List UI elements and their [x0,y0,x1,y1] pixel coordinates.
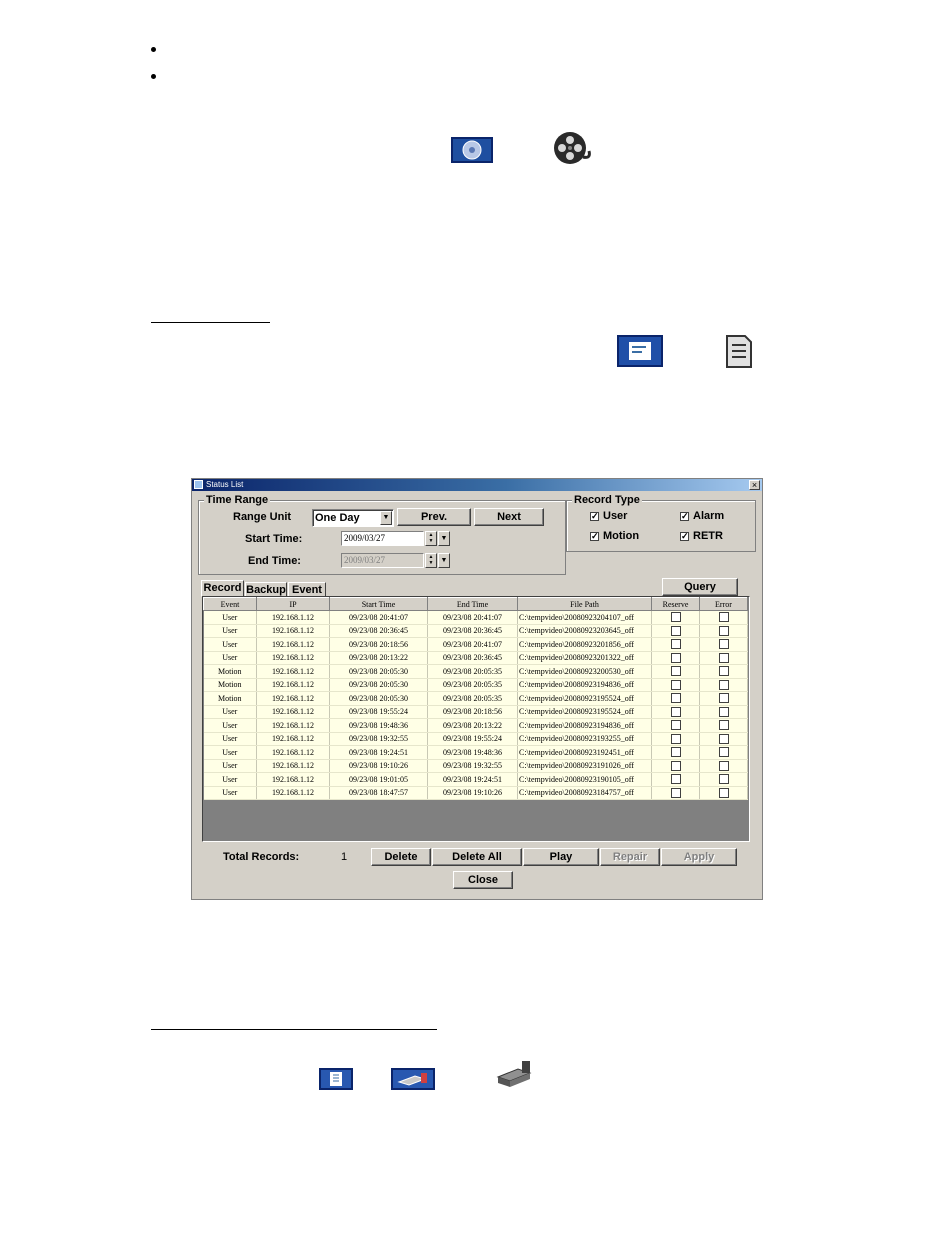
title-bar [192,479,762,491]
table-cell: 09/23/08 20:13:22 [428,719,518,733]
record-table [203,597,748,800]
bullet-2 [151,74,156,79]
table-row[interactable] [204,651,748,665]
table-cell: C:\tempvideo\20080923201856_off [518,638,652,652]
reserve-checkbox[interactable] [671,653,681,663]
table-cell: C:\tempvideo\20080923203645_off [518,624,652,638]
alarm-checkbox-label: Alarm [693,510,725,522]
table-cell: 192.168.1.12 [257,665,330,679]
close-icon[interactable]: × [749,480,760,490]
error-checkbox[interactable] [719,707,729,717]
table-cell: 09/23/08 20:36:45 [428,624,518,638]
table-cell: C:\tempvideo\20080923195524_off [518,692,652,706]
table-cell: C:\tempvideo\20080923201322_off [518,651,652,665]
table-body [204,611,748,800]
close-button[interactable]: Close [453,871,513,889]
table-cell: User [204,719,257,733]
table-cell: 09/23/08 19:55:24 [330,705,428,719]
table-cell: 09/23/08 19:01:05 [330,773,428,787]
error-checkbox[interactable] [719,653,729,663]
column-header-reserve[interactable]: Reserve [652,598,700,611]
table-row[interactable] [204,705,748,719]
end-time-spinner: ▲ ▼ [425,553,437,568]
motion-checkbox[interactable]: ✓ [591,531,599,541]
table-cell [700,665,748,679]
table-cell: 09/23/08 20:41:07 [330,611,428,625]
table-cell [700,705,748,719]
end-time-value: 2009/03/27 [341,553,424,568]
table-cell [700,746,748,760]
table-cell [652,665,700,679]
table-cell: 192.168.1.12 [257,651,330,665]
tab-backup[interactable]: Backup [246,584,286,596]
chevron-down-icon[interactable]: ▼ [380,511,392,525]
reserve-checkbox[interactable] [671,734,681,744]
error-checkbox[interactable] [719,639,729,649]
table-cell: User [204,624,257,638]
table-cell: 192.168.1.12 [257,786,330,800]
repair-button: Repair [600,848,660,866]
document-icon [724,335,754,369]
start-time-field[interactable] [341,531,451,546]
table-cell: 09/23/08 20:36:45 [428,651,518,665]
table-cell: 09/23/08 19:24:51 [330,746,428,760]
reserve-checkbox[interactable] [671,707,681,717]
total-records-label: Total Records: [223,851,300,863]
error-checkbox[interactable] [719,666,729,676]
table-cell: 192.168.1.12 [257,732,330,746]
table-cell [652,786,700,800]
table-cell: 192.168.1.12 [257,678,330,692]
film-reel-icon [553,131,593,165]
table-cell: User [204,638,257,652]
table-cell [652,732,700,746]
table-cell: 09/23/08 20:05:35 [428,665,518,679]
tab-record[interactable]: Record [201,580,244,597]
table-cell: Motion [204,665,257,679]
record-list[interactable] [202,596,750,842]
table-cell: 09/23/08 20:18:56 [330,638,428,652]
table-cell: C:\tempvideo\20080923192451_off [518,746,652,760]
section-underline-1 [151,322,270,323]
table-cell: 192.168.1.12 [257,692,330,706]
table-cell [700,624,748,638]
table-cell: 09/23/08 20:41:07 [428,611,518,625]
table-row[interactable] [204,786,748,800]
table-cell [700,678,748,692]
table-row[interactable] [204,678,748,692]
table-cell: 09/23/08 19:10:26 [330,759,428,773]
end-time-dropdown-icon: ▼ [438,553,450,568]
table-cell [700,786,748,800]
table-row[interactable] [204,624,748,638]
reserve-checkbox[interactable] [671,747,681,757]
error-checkbox[interactable] [719,734,729,744]
table-row[interactable] [204,611,748,625]
table-cell: C:\tempvideo\20080923193255_off [518,732,652,746]
table-cell [700,773,748,787]
table-cell: User [204,651,257,665]
status-list-icon-blue [617,335,663,367]
record-type-group [566,494,756,552]
table-cell: User [204,705,257,719]
table-cell [700,651,748,665]
end-time-field [341,553,451,568]
query-button[interactable]: Query [662,578,738,596]
retr-checkbox[interactable]: ✓ [681,531,689,541]
table-cell: 09/23/08 20:05:35 [428,692,518,706]
address-book-icon-blue [319,1068,353,1090]
table-cell [652,773,700,787]
range-unit-label: Range Unit [233,511,292,523]
start-time-value[interactable]: 2009/03/27 [341,531,424,546]
app-icon [194,480,203,489]
table-cell [652,746,700,760]
table-cell: 192.168.1.12 [257,773,330,787]
table-cell [652,705,700,719]
delete-button[interactable]: Delete [371,848,431,866]
bullet-1 [151,47,156,52]
table-cell: 192.168.1.12 [257,611,330,625]
table-cell [700,732,748,746]
table-cell [652,651,700,665]
error-checkbox[interactable] [719,774,729,784]
table-cell [652,719,700,733]
error-checkbox[interactable] [719,680,729,690]
table-cell: 09/23/08 18:47:57 [330,786,428,800]
error-checkbox[interactable] [719,626,729,636]
table-row[interactable] [204,665,748,679]
table-cell [652,759,700,773]
reserve-checkbox[interactable] [671,761,681,771]
table-row[interactable] [204,719,748,733]
user-checkbox[interactable]: ✓ [591,511,599,521]
table-row[interactable] [204,746,748,760]
reserve-checkbox[interactable] [671,788,681,798]
tab-event[interactable]: Event [288,582,326,597]
table-cell [652,611,700,625]
table-cell: User [204,611,257,625]
table-cell [700,759,748,773]
motion-checkbox-label: Motion [603,530,640,542]
error-checkbox[interactable] [719,720,729,730]
table-cell: 09/23/08 20:18:56 [428,705,518,719]
table-cell [700,692,748,706]
table-cell: 09/23/08 20:05:35 [428,678,518,692]
error-checkbox[interactable] [719,693,729,703]
column-header-end-time[interactable]: End Time [428,598,518,611]
time-range-label: Time Range [206,494,269,506]
range-unit-value: One Day [315,512,360,524]
table-cell: 09/23/08 20:36:45 [330,624,428,638]
table-cell: 09/23/08 19:24:51 [428,773,518,787]
start-time-spinner[interactable]: ▲ ▼ [425,531,437,546]
apply-button: Apply [661,848,737,866]
error-checkbox[interactable] [719,612,729,622]
prev-button[interactable]: Prev. [397,508,471,526]
table-cell: 192.168.1.12 [257,705,330,719]
table-cell: 09/23/08 19:32:55 [330,732,428,746]
table-cell [652,638,700,652]
reserve-checkbox[interactable] [671,693,681,703]
table-cell [700,719,748,733]
table-cell: User [204,732,257,746]
table-cell: 192.168.1.12 [257,638,330,652]
column-header-ip[interactable]: IP [257,598,330,611]
table-cell [652,692,700,706]
table-cell: 09/23/08 20:13:22 [330,651,428,665]
reserve-checkbox[interactable] [671,720,681,730]
error-checkbox[interactable] [719,788,729,798]
table-cell: C:\tempvideo\20080923194836_off [518,678,652,692]
retr-checkbox-label: RETR [693,530,723,542]
table-cell: 09/23/08 20:41:07 [428,638,518,652]
next-button[interactable]: Next [474,508,544,526]
delete-all-button[interactable]: Delete All [432,848,522,866]
table-cell: Motion [204,678,257,692]
range-unit-select[interactable] [312,509,394,527]
reserve-checkbox[interactable] [671,680,681,690]
table-cell: 09/23/08 20:05:30 [330,692,428,706]
table-row[interactable] [204,759,748,773]
error-checkbox[interactable] [719,747,729,757]
column-header-event[interactable]: Event [204,598,257,611]
column-header-file-path[interactable]: File Path [518,598,652,611]
disk-drive-icon [496,1059,534,1089]
error-checkbox[interactable] [719,761,729,771]
table-cell: C:\tempvideo\20080923194836_off [518,719,652,733]
table-cell: 192.168.1.12 [257,624,330,638]
table-cell: C:\tempvideo\20080923190105_off [518,773,652,787]
table-cell: 192.168.1.12 [257,719,330,733]
reserve-checkbox[interactable] [671,612,681,622]
user-checkbox-label: User [603,510,628,522]
table-row[interactable] [204,692,748,706]
table-cell: 192.168.1.12 [257,746,330,760]
table-cell [652,678,700,692]
table-cell [700,638,748,652]
table-cell: C:\tempvideo\20080923195524_off [518,705,652,719]
table-header [204,598,748,611]
reserve-checkbox[interactable] [671,666,681,676]
section-underline-2 [151,1029,437,1030]
table-cell: 09/23/08 20:05:30 [330,665,428,679]
table-cell: 09/23/08 19:55:24 [428,732,518,746]
table-cell: C:\tempvideo\20080923200530_off [518,665,652,679]
total-records-value: 1 [341,851,348,863]
record-type-label: Record Type [574,494,640,506]
column-header-start-time[interactable]: Start Time [330,598,428,611]
table-cell: User [204,746,257,760]
table-cell: 09/23/08 19:48:36 [428,746,518,760]
video-icon-blue [451,137,493,163]
dialog-title: Status List [206,480,244,489]
table-cell: User [204,759,257,773]
table-row[interactable] [204,638,748,652]
table-cell [652,624,700,638]
table-cell: User [204,773,257,787]
table-cell: User [204,786,257,800]
table-cell: C:\tempvideo\20080923191026_off [518,759,652,773]
table-cell: 09/23/08 19:48:36 [330,719,428,733]
reserve-checkbox[interactable] [671,626,681,636]
start-time-label: Start Time: [245,533,303,545]
column-header-error[interactable]: Error [700,598,748,611]
reserve-checkbox[interactable] [671,774,681,784]
reserve-checkbox[interactable] [671,639,681,649]
table-cell: 09/23/08 20:05:30 [330,678,428,692]
play-button[interactable]: Play [523,848,599,866]
alarm-checkbox[interactable]: ✓ [681,511,689,521]
end-time-label: End Time: [248,555,301,567]
table-cell: 192.168.1.12 [257,759,330,773]
table-cell: 09/23/08 19:32:55 [428,759,518,773]
backup-icon-blue [391,1068,435,1090]
table-row[interactable] [204,773,748,787]
table-cell: C:\tempvideo\20080923204107_off [518,611,652,625]
table-cell: Motion [204,692,257,706]
start-time-dropdown-icon[interactable]: ▼ [438,531,450,546]
table-cell: 09/23/08 19:10:26 [428,786,518,800]
table-row[interactable] [204,732,748,746]
table-cell [700,611,748,625]
table-cell: C:\tempvideo\20080923184757_off [518,786,652,800]
status-list-dialog [191,478,763,900]
